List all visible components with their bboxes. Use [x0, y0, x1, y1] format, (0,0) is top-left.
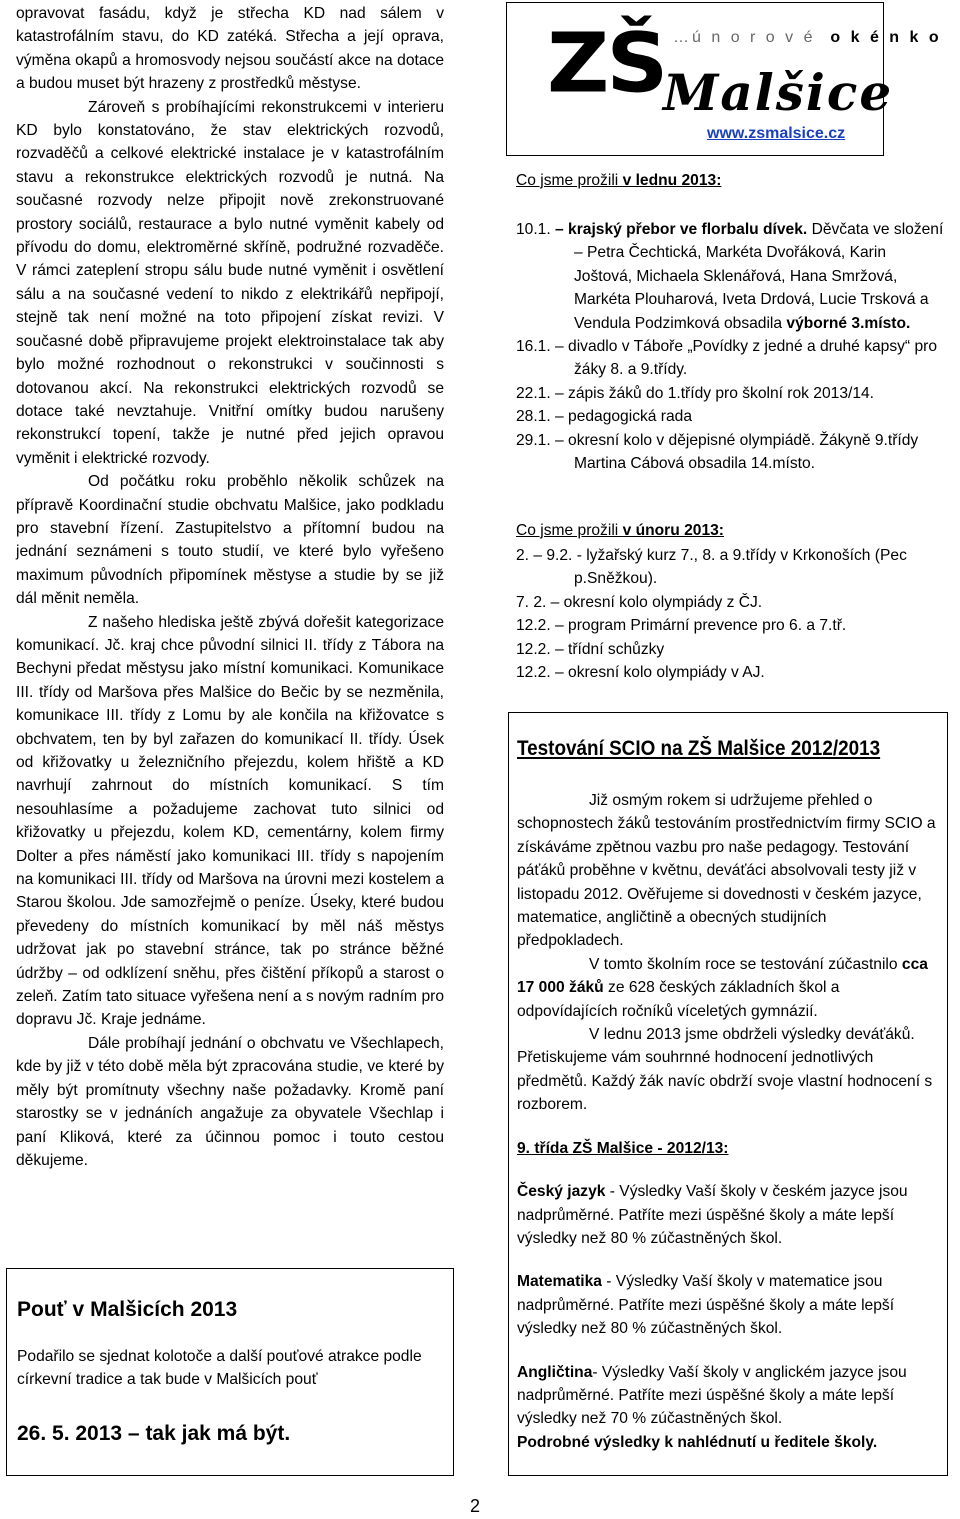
newsletter-logo [506, 2, 942, 156]
pout-text: Podařilo se sjednat kolotoče a další pouťové atrakce podle církevní tradice a tak bude v Malšicích pouť [17, 1348, 422, 1389]
paragraph-bypass-study: Od počátku roku proběhlo několik schůzek na přípravě Koordinační studie obchvatu Malšice, jako podkladu pro stavební řízení. Zastupitelstvo a přítomní budou na jednání seznámeni s touto studií, ve které bylo vyřešeno maximum původních připomínek městyse a studie by se již dál měnit neměla. [16, 473, 444, 608]
list-item: 22.1. – zápis žáků do 1.třídy pro školní rok 2013/14. [516, 384, 875, 402]
list-item: 12.2. – okresní kolo olympiády v AJ. [516, 664, 765, 682]
logo-tagline: …ú n o r o v é o k é n k o [673, 29, 942, 46]
subject-math: Matematika - Výsledky Vaší školy v matematice jsou nadprůměrné. Patříte mezi úspěšné školy a máte lepší výsledky než 80 % zúčastněných škol. [517, 1273, 895, 1338]
pout-date: 26. 5. 2013 – tak jak má být. [17, 1422, 291, 1445]
list-item: 28.1. – pedagogická rada [516, 408, 693, 426]
list-item: 29.1. – okresní kolo v dějepisné olympiádě. Žákyně 9.třídy Martina Cábová obsadila 14.místo. [516, 431, 919, 473]
list-item: 16.1. – divadlo v Táboře „Povídky z jedné a druhé kapsy“ pro žáky 8. a 9.třídy. [516, 338, 937, 379]
paragraph-roof: opravovat fasádu, když je střecha KD nad sálem v katastrofálním stavu, do KD zatéká. Střecha a její oprava, výměna okapů a hromosvody nejsou součástí akce na dotace a budou muset být hrazeny z prostředků městyse. [16, 5, 444, 93]
february-heading: Co jsme prožili v únoru 2013: [516, 522, 724, 539]
list-item: 12.2. – program Primární prevence pro 6. a 7.tř. [516, 617, 847, 635]
subject-czech: Český jazyk - Výsledky Vaší školy v českém jazyce jsou nadprůměrné. Patříte mezi úspěšné školy a máte lepší výsledky než 80 % zúčastněných škol. [517, 1183, 908, 1247]
left-article [16, 2, 444, 1172]
pout-box [6, 1268, 454, 1476]
class-heading: 9. třída ZŠ Malšice - 2012/13: [517, 1139, 729, 1157]
scio-title: Testování SCIO na ZŠ Malšice 2012/2013 [517, 737, 881, 760]
paragraph-road-categories: Z našeho hlediska ještě zbývá dořešit kategorizace komunikací. Jč. kraj chce původní silnici II. třídy z Tábora na Bechyni předat městysu jako místní komunikaci. Komunikace III. třídy od Maršova přes Malšice do Bečic by se nezměnila, komunikace III. třídy z Lomu by ale končila na křižovatce s obchvatem, ten by byl zařazen do komunikací II. třídy. Úsek od křižovatky u železničního přejezdu, kolem hřiště a KD navrhují zahrnout do místních komunikací. S tím nesouhlasíme a požadujeme zachovat tuto silnici od křižovatky u přejezdu, kolem KD, cementárny, kolem firmy Dolter a přes náměstí jako komunikaci III. třídy s napojením na komunikaci III. třídy od Maršova na úrovni mezi kostelem a Starou školou. Jde samozřejmě o peníze. Úseky, které budou převedeny do místních komunikací by měl náš městys udržovat jak po stavební stránce, tak po stránce běžné údržby – od odklízení sněhu, přes čištění příkopů a starost o zeleň. Zatím tato situace vyřešena není a s novým radním pro dopravu Jč. Kraje jednáme. [16, 613, 444, 1029]
scio-box [508, 712, 948, 1476]
scio-paragraph-1: Již osmým rokem si udržujeme přehled o schopnostech žáků testováním prostřednictvím firmy SCIO a získáváme zpětnou vazbu pro naše pedagogy. Testování páťáků proběhne v květnu, deváťáci absolvovali testy již v listopadu 2012. Ověřujeme si dovednosti v českém jazyce, matematice, angličtině a obecných studijních předpokladech. [517, 792, 936, 950]
logo-malsice: Malšice [663, 63, 894, 122]
list-item: 10.1. – krajský přebor ve florbalu dívek. Děvčata ve složení – Petra Čechtická, Markéta Dvořáková, Karin Joštová, Michaela Sklenářová, Hana Smržová, Markéta Plouharová, Iveta Drdová, Lucie Trsková a Vendula Podzimková obsadila výborné 3.místo. [516, 221, 944, 332]
scio-paragraph-2: V tomto školním roce se testování zúčastnilo cca 17 000 žáků ze 628 českých základních škol a odpovídajících ročníků víceletých gymnázií. [517, 955, 928, 1020]
scio-footer: Podrobné výsledky k nahlédnutí u ředitele školy. [517, 1433, 878, 1451]
paragraph-vsechlapy: Dále probíhají jednání o obchvatu ve Všechlapech, kde by již v této době měla být zpracována studie, ve které by měly být promítnuty všechny naše požadavky. Kromě paní starostky se v jednáních angažuje za obyvatele Všechlap i paní Kliková, které za účinnou pomoc i touto cestou děkujeme. [16, 1034, 444, 1169]
scio-body [517, 789, 937, 1454]
subject-english: Angličtina- Výsledky Vaší školy v anglickém jazyce jsou nadprůměrné. Patříte mezi úspěšné školy a máte lepší výsledky než 70 % zúčastněných škol. [517, 1363, 907, 1428]
january-events [516, 218, 946, 475]
scio-paragraph-3: V lednu 2013 jsme obdrželi výsledky deváťáků. Přetiskujeme vám souhrnné hodnocení jednotlivých předmětů. Každý žák navíc obdrží svoje vlastní hodnocení s rozborem. [517, 1026, 933, 1114]
logo-zs: ZŠ [547, 16, 666, 112]
list-item: 7. 2. – okresní kolo olympiády z ČJ. [516, 593, 763, 611]
pout-title: Pouť v Malšicích 2013 [17, 1298, 238, 1321]
page-number: 2 [470, 1496, 481, 1516]
january-heading: Co jsme prožili v lednu 2013: [516, 172, 722, 189]
paragraph-electrical: Zároveň s probíhajícími rekonstrukcemi v interieru KD bylo konstatováno, že stav elektrických rozvodů, rozvaděčů a celkové elektrické instalace je v katastrofálním stavu a rekonstrukce elektrických rozvodů je nutná. Na současné rozvody nelze připojit nově zrekonstruované prostory sociálů, restaurace a bylo nutné vyměnit kabely od přívodu do domu, elektroměrné skříně, podružné rozvaděče. V rámci zateplení stropu sálu bude nutné vyměnit i osvětlení sálu a na současné vedení to nikdo z elektrikářů nepřipojí, stejně tak není možné na toto připojení získat revizi. V současné době připravujeme projekt elektroinstalace tak aby bylo možné rozhodnout o rekonstrukci v součinnosti s dotovanou akcí. Na rekonstrukci elektrických rozvodů se dotace také nevztahuje. Vnitřní omítky budou narušeny rekonstrukcí topení, takže je nutné před jejich opravou vyměnit i elektrické rozvody. [16, 98, 444, 467]
school-website-link[interactable]: www.zsmalsice.cz [707, 125, 846, 142]
list-item: 12.2. – třídní schůzky [516, 640, 665, 658]
february-events [516, 544, 946, 684]
list-item: 2. – 9.2. - lyžařský kurz 7., 8. a 9.třídy v Krkonoších (Pec p.Sněžkou). [516, 547, 907, 588]
